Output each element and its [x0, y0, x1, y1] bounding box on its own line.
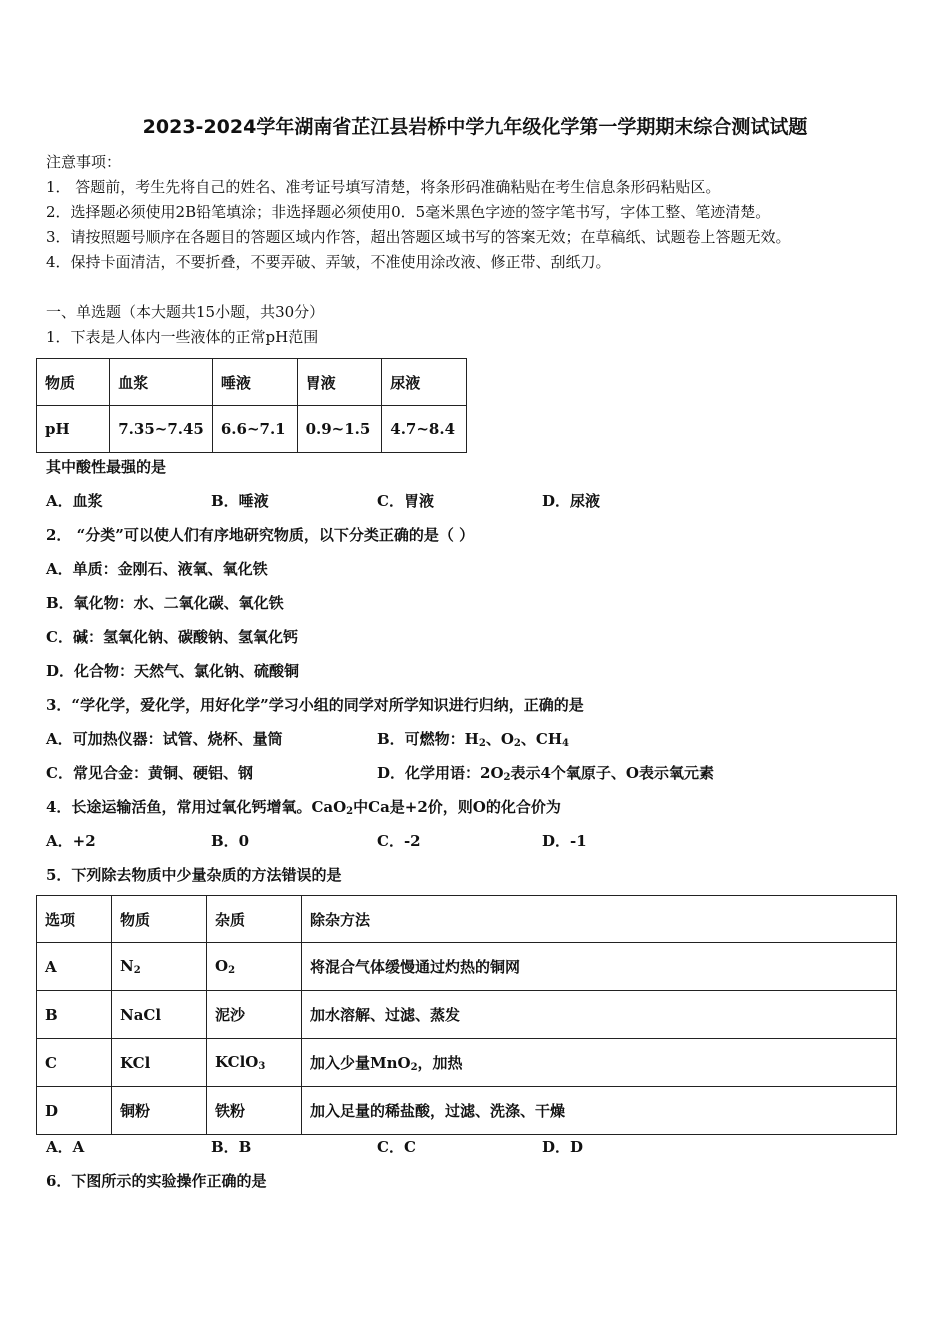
q3-option-b-sub: 4: [562, 738, 569, 749]
q5-option-d: D．D: [542, 1138, 584, 1156]
q3-option-d-sub: 2: [503, 772, 511, 783]
q1-table-header-row: [37, 359, 467, 406]
q2-stem: 2． “分类”可以使人们有序地研究物质，以下分类正确的是（ ）: [46, 526, 475, 544]
q3-option-a: A．可加热仪器：试管、烧杯、量筒: [46, 730, 283, 748]
q3-option-d-text: D．化学用语：2O: [377, 764, 504, 782]
q1-table-row: [37, 406, 467, 453]
q4-stem-sub: 2: [346, 806, 354, 817]
q4-option-d: D．-1: [542, 832, 587, 850]
q3-option-b-text: 、CH: [520, 730, 562, 748]
notice-item-1: 1． 答题前，考生先将自己的姓名、准考证号填写清楚，将条形码准确粘贴在考生信息条形码粘贴区。: [46, 178, 721, 196]
q5-cell-method: 加水溶解、过滤、蒸发: [302, 991, 897, 1039]
q1-header-cell: 唾液: [212, 359, 297, 406]
q5-cell-method: 加入足量的稀盐酸，过滤、洗涤、干燥: [302, 1087, 897, 1135]
q5-header-cell: 除杂方法: [302, 896, 897, 943]
q5-impurity-table: [36, 895, 897, 1135]
q5-cell-sub: 2: [228, 965, 236, 976]
q5-cell-sub: 3: [258, 1061, 266, 1072]
q5-cell-text: 加入少量MnO: [310, 1054, 411, 1072]
q5-cell-substance: KCl: [112, 1039, 207, 1087]
q2-option-a: A．单质：金刚石、液氧、氧化铁: [46, 560, 268, 578]
page-title: 2023-2024学年湖南省芷江县岩桥中学九年级化学第一学期期末综合测试试题: [142, 116, 808, 138]
notice-item-4: 4．保持卡面清洁，不要折叠，不要弄破、弄皱，不准使用涂改液、修正带、刮纸刀。: [46, 253, 611, 271]
q5-cell-substance: 铜粉: [112, 1087, 207, 1135]
q1-ph-table: [36, 358, 467, 453]
q4-stem-text: 中Ca是+2价，则O的化合价为: [353, 798, 561, 816]
q3-option-b-text: 、O: [485, 730, 514, 748]
q4-stem: [46, 797, 561, 822]
q3-option-b-sub: 2: [513, 738, 521, 749]
q1-option-c: C．胃液: [377, 492, 434, 510]
q6-stem: 6．下图所示的实验操作正确的是: [46, 1172, 267, 1190]
q5-cell-method: [302, 1039, 897, 1087]
q5-cell-text: KClO: [215, 1053, 259, 1071]
q1-stem: 1．下表是人体内一些液体的正常pH范围: [46, 328, 319, 346]
q5-cell-sub: 2: [410, 1062, 418, 1073]
q5-cell-option: C: [37, 1039, 112, 1087]
q3-option-b: [377, 729, 569, 754]
q1-header-cell: 尿液: [382, 359, 467, 406]
q5-cell-method: 将混合气体缓慢通过灼热的铜网: [302, 943, 897, 991]
q3-option-b-text: B．可燃物：H: [377, 730, 479, 748]
q1-option-b: B．唾液: [211, 492, 269, 510]
q1-cell: 7.35~7.45: [110, 406, 213, 453]
q5-cell-option: B: [37, 991, 112, 1039]
q5-header-cell: 选项: [37, 896, 112, 943]
q5-table-row: [37, 1087, 897, 1135]
q5-cell-option: A: [37, 943, 112, 991]
q1-option-d: D．尿液: [542, 492, 601, 510]
q3-option-b-sub: 2: [478, 738, 486, 749]
q5-table-row: [37, 943, 897, 991]
q1-header-cell: 胃液: [297, 359, 382, 406]
q5-cell-substance: NaCl: [112, 991, 207, 1039]
q1-option-a: A．血浆: [46, 492, 103, 510]
q5-option-c: C．C: [377, 1138, 416, 1156]
q5-table-row: [37, 991, 897, 1039]
notice-item-3: 3．请按照题号顺序在各题目的答题区域内作答，超出答题区域书写的答案无效；在草稿纸、试题卷上答题无效。: [46, 228, 791, 246]
q5-option-b: B．B: [211, 1138, 252, 1156]
q5-cell-impurity: [207, 1039, 302, 1087]
q4-option-a: A．+2: [46, 832, 96, 850]
q5-header-cell: 杂质: [207, 896, 302, 943]
q5-header-cell: 物质: [112, 896, 207, 943]
q4-option-c: C．-2: [377, 832, 421, 850]
q5-option-a: A．A: [46, 1138, 85, 1156]
q4-stem-text: 4．长途运输活鱼，常用过氧化钙增氧。CaO: [46, 798, 347, 816]
section-heading: 一、单选题（本大题共15小题，共30分）: [46, 303, 325, 321]
q1-cell: 4.7~8.4: [382, 406, 467, 453]
q5-cell-text: N: [120, 957, 134, 975]
q5-cell-sub: 2: [133, 965, 141, 976]
q1-header-cell: 物质: [37, 359, 110, 406]
q1-cell: 6.6~7.1: [212, 406, 297, 453]
q2-option-c: C．碱：氢氧化钠、碳酸钠、氢氧化钙: [46, 628, 298, 646]
q5-cell-impurity: 铁粉: [207, 1087, 302, 1135]
q5-cell-substance: [112, 943, 207, 991]
q5-cell-text: O: [215, 957, 229, 975]
q5-cell-option: D: [37, 1087, 112, 1135]
q3-option-d-text: 表示4个氧原子、O表示氧元素: [510, 764, 714, 782]
q5-table-row: [37, 1039, 897, 1087]
q5-cell-impurity: 泥沙: [207, 991, 302, 1039]
notice-item-2: 2．选择题必须使用2B铅笔填涂；非选择题必须使用0．5毫米黑色字迹的签字笔书写，字体工整、笔迹清楚。: [46, 203, 771, 221]
q5-table-header-row: [37, 896, 897, 943]
q3-option-d: [377, 763, 714, 788]
q3-option-c: C．常见合金：黄铜、硬铝、钢: [46, 764, 253, 782]
notice-heading: 注意事项：: [46, 153, 122, 171]
q5-cell-text: ，加热: [417, 1054, 463, 1072]
q5-cell-impurity: [207, 943, 302, 991]
q1-cell: 0.9~1.5: [297, 406, 382, 453]
q1-header-cell: 血浆: [110, 359, 213, 406]
q4-option-b: B．0: [211, 832, 250, 850]
q1-cell: pH: [37, 406, 110, 453]
q5-stem: 5．下列除去物质中少量杂质的方法错误的是: [46, 866, 342, 884]
q3-stem: 3．“学化学，爱化学，用好化学”学习小组的同学对所学知识进行归纳，正确的是: [46, 696, 584, 714]
q2-option-b: B．氧化物：水、二氧化碳、氧化铁: [46, 594, 284, 612]
q1-after: 其中酸性最强的是: [46, 458, 167, 476]
q2-option-d: D．化合物：天然气、氯化钠、硫酸铜: [46, 662, 300, 680]
